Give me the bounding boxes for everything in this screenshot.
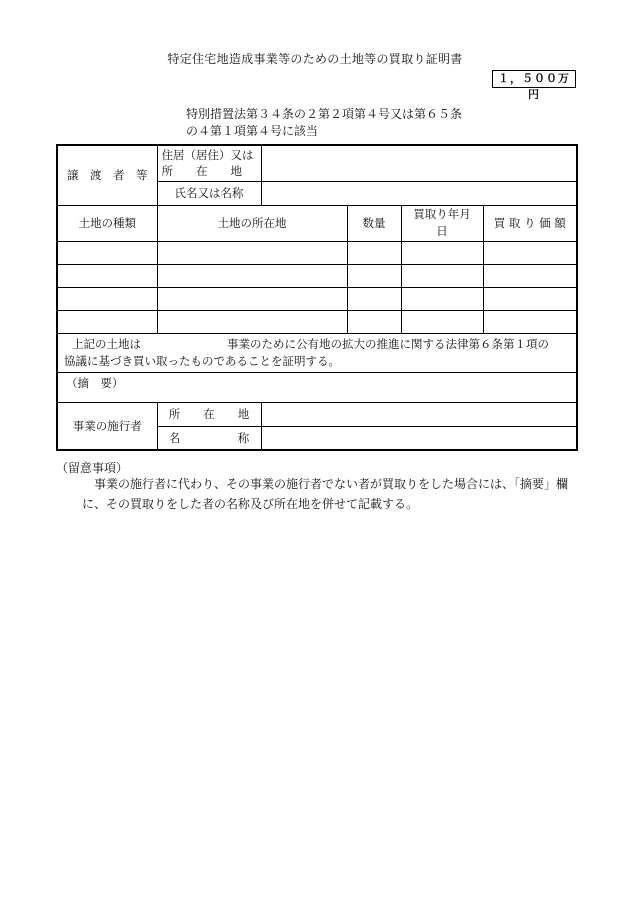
land-location-cell[interactable] [157, 310, 347, 333]
col-quantity: 数量 [347, 205, 401, 241]
land-location-cell[interactable] [157, 287, 347, 310]
legal-basis [186, 106, 462, 140]
note-heading: （留意事項） [56, 461, 129, 475]
land-type-cell[interactable] [57, 287, 157, 310]
amount-box: １，５００万円 [492, 70, 576, 88]
quantity-cell[interactable] [347, 264, 401, 287]
table-row [57, 264, 577, 287]
col-land-location: 土地の所在地 [157, 205, 347, 241]
certification-statement [57, 333, 577, 372]
land-type-cell[interactable] [57, 241, 157, 264]
col-purchase-date-line-2: 日 [436, 224, 448, 238]
purchase-date-cell[interactable] [401, 310, 483, 333]
operator-name-label: 名 称 [157, 426, 261, 450]
purchase-price-cell[interactable] [483, 264, 577, 287]
land-location-cell[interactable] [157, 241, 347, 264]
col-land-type: 土地の種類 [57, 205, 157, 241]
land-type-cell[interactable] [57, 264, 157, 287]
note-body: 事業の施行者に代わり、その事業の施行者でない者が買取りをした場合には、「摘要」欄に、その買取りをした者の名称及び所在地を併せて記載する。 [82, 477, 569, 511]
cert-line-2: 協議に基づき買い取ったものであることを証明する。 [64, 353, 340, 368]
operator-location-field[interactable] [261, 402, 577, 426]
cert-lead: 上記の土地は [72, 336, 141, 351]
cert-mid: 事業のために公有地の拡大の推進に関する法律第６条第１項の [227, 336, 549, 351]
col-purchase-price: 買 取 り 価 額 [483, 205, 577, 241]
purchase-date-cell[interactable] [401, 287, 483, 310]
address-label-line-2: 所 在 地 [161, 164, 242, 179]
purchase-price-cell[interactable] [483, 310, 577, 333]
quantity-cell[interactable] [347, 310, 401, 333]
purchase-price-cell[interactable] [483, 287, 577, 310]
table-row [57, 287, 577, 310]
purchase-price-cell[interactable] [483, 241, 577, 264]
legal-basis-line-2: の４第１項第４号に該当 [186, 124, 319, 138]
purchase-date-cell[interactable] [401, 264, 483, 287]
legal-basis-line-1: 特別措置法第３４条の２第２項第４号又は第６５条 [186, 107, 463, 121]
remarks-label: （摘 要） [66, 375, 124, 390]
table-row [57, 241, 577, 264]
address-label-line-1: 住居（居住）又は [161, 148, 254, 163]
quantity-cell[interactable] [347, 287, 401, 310]
remarks-field[interactable] [57, 372, 577, 402]
land-location-cell[interactable] [157, 264, 347, 287]
col-purchase-date [401, 205, 483, 241]
table-row [57, 310, 577, 333]
document-title: 特定住宅地造成事業等のための土地等の買取り証明書 [167, 52, 463, 66]
transferor-address-field[interactable] [261, 145, 577, 181]
land-type-cell[interactable] [57, 310, 157, 333]
certificate-form [56, 144, 578, 451]
quantity-cell[interactable] [347, 241, 401, 264]
purchase-date-cell[interactable] [401, 241, 483, 264]
name-label: 氏名又は名称 [157, 181, 261, 205]
operator-name-field[interactable] [261, 426, 577, 450]
operator-location-label: 所 在 地 [157, 402, 261, 426]
transferor-label: 譲 渡 者 等 [57, 145, 157, 205]
col-purchase-date-line-1: 買取り年月 [413, 207, 471, 221]
address-label [157, 145, 261, 181]
transferor-name-field[interactable] [261, 181, 577, 205]
operator-label: 事業の施行者 [57, 402, 157, 450]
